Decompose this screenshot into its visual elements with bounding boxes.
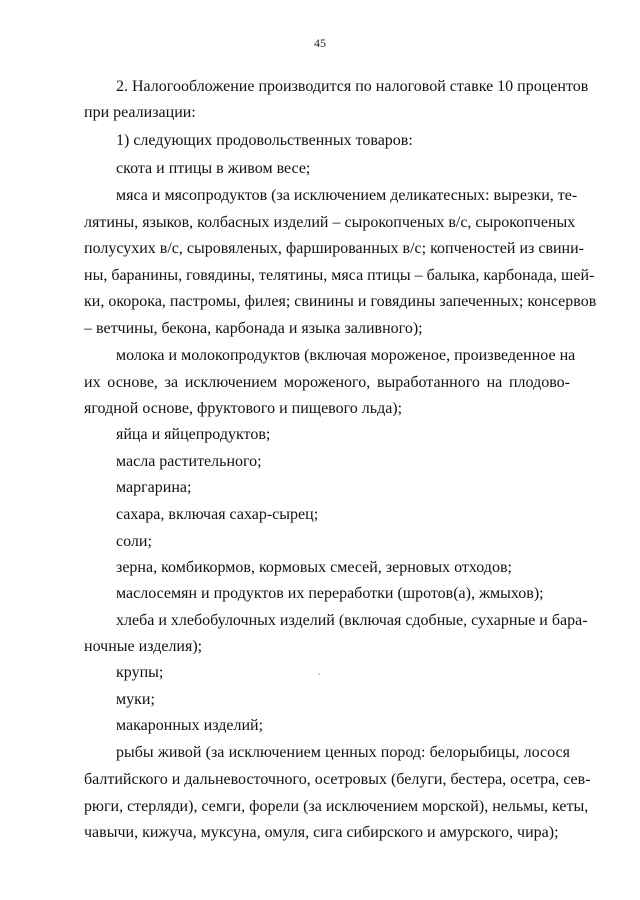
text-line: 2. Налогообложение производится по налоговой ставке 10 процентов bbox=[116, 78, 589, 95]
text-line: зерна, комбикормов, кормовых смесей, зерновых отходов; bbox=[116, 559, 512, 576]
text-line: крупы; bbox=[116, 664, 164, 681]
text-line: полусухих в/с, сыровяленых, фаршированных в/с; копченостей из свини- bbox=[84, 240, 585, 257]
text-line: чавычи, кижуча, муксуна, омуля, сига сибирского и амурского, чира); bbox=[84, 824, 559, 841]
text-line: ки, окорока, пастромы, филея; свинины и говядины запеченных; консервов bbox=[84, 293, 597, 310]
scan-speck bbox=[318, 673, 320, 675]
text-line: ны, баранины, говядины, телятины, мяса птицы – балыка, карбонада, шей- bbox=[84, 267, 595, 284]
text-line: масла растительного; bbox=[116, 453, 262, 470]
text-line: 1) следующих продовольственных товаров: bbox=[116, 132, 413, 149]
text-line: ночные изделия); bbox=[84, 638, 203, 655]
text-line: рыбы живой (за исключением ценных пород: белорыбицы, лосося bbox=[116, 744, 570, 761]
text-line: – ветчины, бекона, карбонада и языка заливного); bbox=[84, 320, 423, 337]
text-line: хлеба и хлебобулочных изделий (включая сдобные, сухарные и бара- bbox=[116, 612, 588, 629]
text-line: макаронных изделий; bbox=[116, 717, 264, 734]
page-number: 45 bbox=[314, 36, 326, 50]
text-line: яйца и яйцепродуктов; bbox=[116, 426, 271, 443]
text-line: молока и молокопродуктов (включая мороженое, произведенное на bbox=[116, 347, 576, 364]
text-line: мяса и мясопродуктов (за исключением деликатесных: вырезки, те- bbox=[116, 187, 578, 204]
text-line: ягодной основе, фруктового и пищевого льда); bbox=[84, 400, 403, 417]
text-line: муки; bbox=[116, 691, 155, 708]
text-line: их основе, за исключением мороженого, выработанного на плодово- bbox=[84, 374, 570, 391]
text-line: лятины, языков, колбасных изделий – сырокопченых в/с, сырокопченых bbox=[84, 214, 576, 231]
text-line: соли; bbox=[116, 533, 152, 550]
text-line: балтийского и дальневосточного, осетровых (белуги, бестера, осетра, сев- bbox=[84, 771, 591, 788]
text-line: маргарина; bbox=[116, 479, 192, 496]
text-line: маслосемян и продуктов их переработки (шротов(а), жмыхов); bbox=[116, 585, 544, 602]
text-line: сахара, включая сахар-сырец; bbox=[116, 506, 319, 523]
text-line: при реализации: bbox=[84, 104, 196, 121]
text-line: скота и птицы в живом весе; bbox=[116, 160, 311, 177]
text-line: рюги, стерляди), семги, форели (за исключением морской), нельмы, кеты, bbox=[84, 798, 589, 815]
